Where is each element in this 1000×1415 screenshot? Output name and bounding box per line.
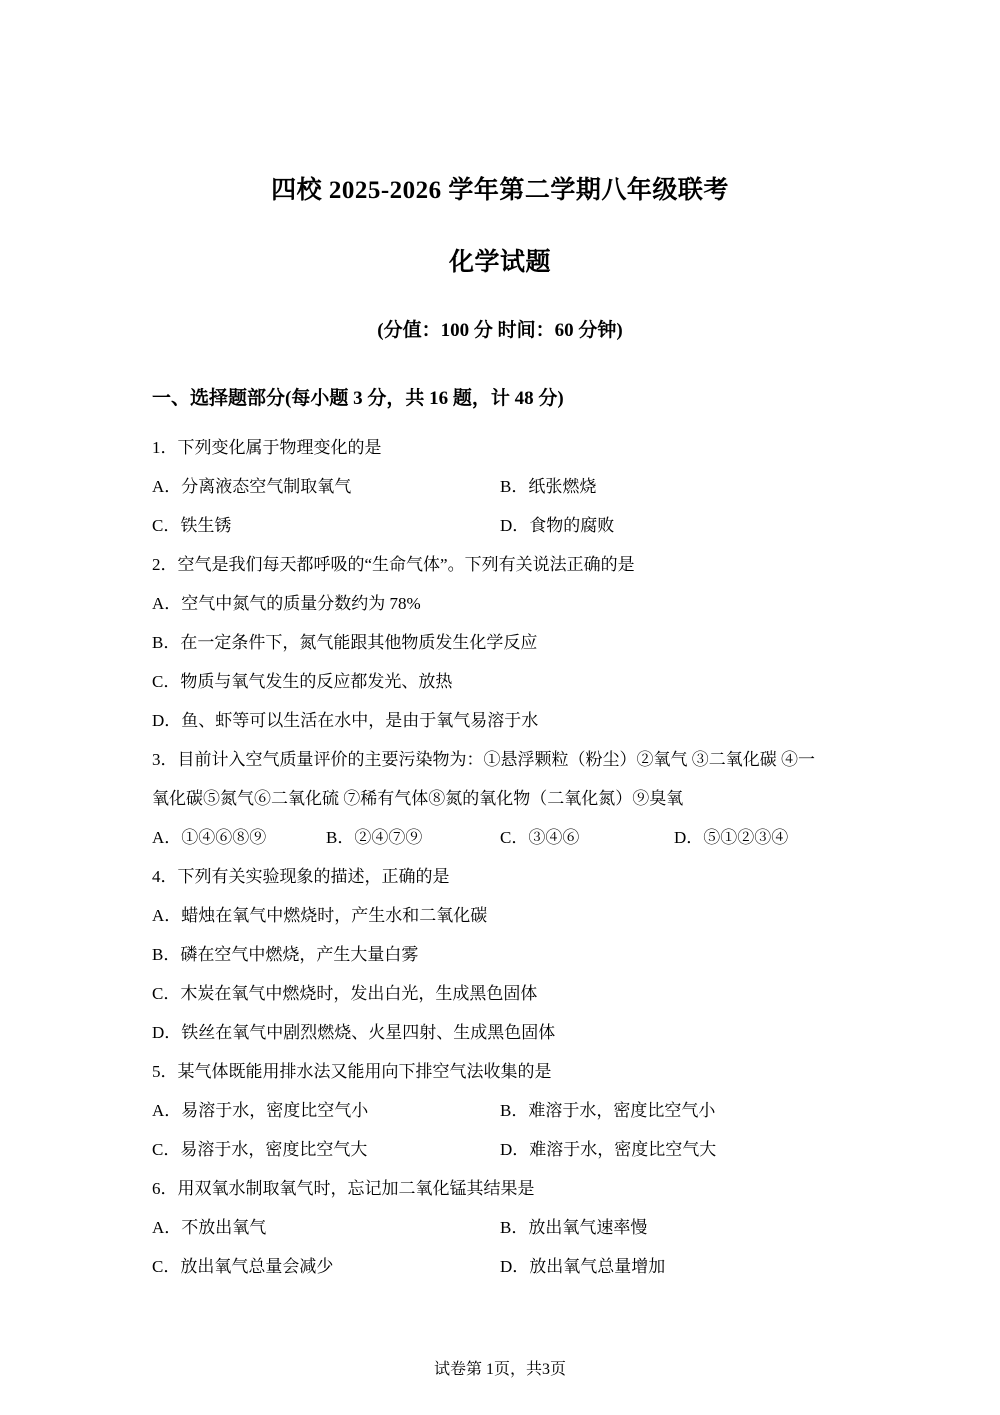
option-b[interactable]: B．难溶于水，密度比空气小	[500, 1101, 716, 1120]
question-5-options-row-2	[152, 1138, 852, 1177]
exam-title: 四校 2025-2026 学年第二学期八年级联考	[271, 177, 729, 204]
question-5-options-row-1	[152, 1099, 852, 1138]
option-b[interactable]: B．在一定条件下，氮气能跟其他物质发生化学反应	[152, 633, 538, 652]
option-a[interactable]: A．空气中氮气的质量分数约为 78%	[152, 594, 421, 613]
option-c[interactable]: C．物质与氧气发生的反应都发光、放热	[152, 672, 453, 691]
option-d[interactable]: D．难溶于水，密度比空气大	[500, 1140, 717, 1159]
option-c[interactable]: C．铁生锈	[152, 516, 232, 535]
page-footer: 试卷第 1页，共3页	[433, 1361, 566, 1378]
question-2-stem: 2．空气是我们每天都呼吸的“生命气体”。下列有关说法正确的是	[152, 555, 635, 574]
option-a[interactable]: A．蜡烛在氧气中燃烧时，产生水和二氧化碳	[152, 906, 488, 925]
option-d[interactable]: D．⑤①②③④	[674, 828, 789, 847]
question-3-stem-line-1: 3．目前计入空气质量评价的主要污染物为：①悬浮颗粒（粉尘）②氧气 ③二氧化碳 ④一	[152, 750, 815, 769]
question-6-options-row-1	[152, 1216, 852, 1255]
section-title: 一、选择题部分(每小题 3 分，共 16 题，计 48 分)	[152, 388, 564, 409]
question-4-stem: 4．下列有关实验现象的描述，正确的是	[152, 867, 450, 886]
question-1-stem: 1．下列变化属于物理变化的是	[152, 438, 382, 457]
option-a[interactable]: A．①④⑥⑧⑨	[152, 828, 267, 847]
option-d[interactable]: D．食物的腐败	[500, 516, 615, 535]
option-b[interactable]: B．放出氧气速率慢	[500, 1218, 648, 1237]
option-c[interactable]: C．易溶于水，密度比空气大	[152, 1140, 368, 1159]
option-a[interactable]: A．不放出氧气	[152, 1218, 267, 1237]
question-5-stem: 5．某气体既能用排水法又能用向下排空气法收集的是	[152, 1062, 552, 1081]
option-b[interactable]: B．②④⑦⑨	[326, 828, 423, 847]
option-d[interactable]: D．放出氧气总量增加	[500, 1257, 666, 1276]
questions-list	[152, 436, 852, 1294]
question-6-options-row-2	[152, 1255, 852, 1294]
question-3-options-row	[152, 826, 852, 865]
option-d[interactable]: D．鱼、虾等可以生活在水中，是由于氧气易溶于水	[152, 711, 539, 730]
option-a[interactable]: A．易溶于水，密度比空气小	[152, 1101, 369, 1120]
option-c[interactable]: C．③④⑥	[500, 828, 580, 847]
option-b[interactable]: B．磷在空气中燃烧，产生大量白雾	[152, 945, 419, 964]
question-1-options-row-1	[152, 475, 852, 514]
question-1-options-row-2	[152, 514, 852, 553]
option-c[interactable]: C．木炭在氧气中燃烧时，发出白光，生成黑色固体	[152, 984, 538, 1003]
score-info: (分值：100 分 时间：60 分钟)	[377, 320, 623, 341]
question-6-stem: 6．用双氧水制取氧气时，忘记加二氧化锰其结果是	[152, 1179, 535, 1198]
option-c[interactable]: C．放出氧气总量会减少	[152, 1257, 334, 1276]
question-3-stem-line-2: 氧化碳⑤氮气⑥二氧化硫 ⑦稀有气体⑧氮的氧化物（二氧化氮）⑨臭氧	[152, 789, 684, 808]
exam-subtitle: 化学试题	[448, 249, 551, 276]
option-a[interactable]: A．分离液态空气制取氧气	[152, 477, 352, 496]
option-b[interactable]: B．纸张燃烧	[500, 477, 597, 496]
option-d[interactable]: D．铁丝在氧气中剧烈燃烧、火星四射、生成黑色固体	[152, 1023, 556, 1042]
